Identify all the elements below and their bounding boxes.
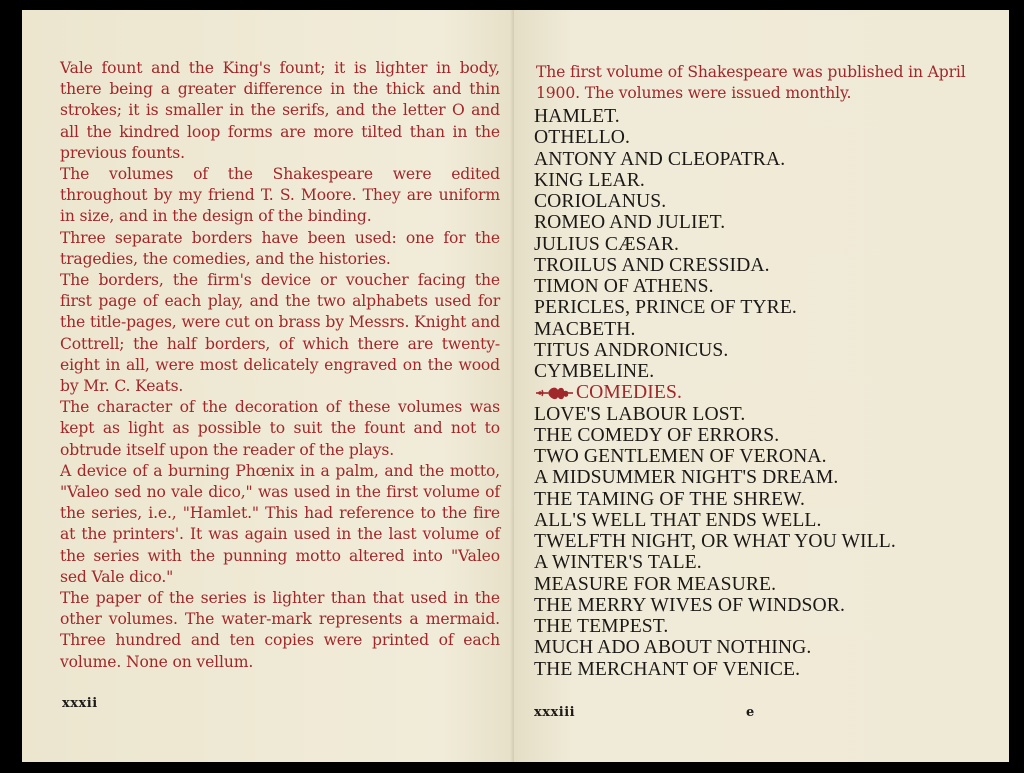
play-title: A WINTER'S TALE. (534, 552, 702, 574)
play-title: TWELFTH NIGHT, OR WHAT YOU WILL. (534, 531, 896, 552)
play-title: THE MERRY WIVES OF WINDSOR. (534, 594, 845, 616)
left-paragraph: The borders, the firm's device or voucher facing the first page of each play, and the two alphabets used for the title-pages, were cut on brass by Messrs. Knight and Cottrell; the half borders, of which there are twenty-eight in all, were most delicately engraved on the wood by Mr. C. Keats. (60, 271, 500, 396)
play-title: TROILUS AND CRESSIDA. (534, 254, 770, 276)
page-number-right: xxxiii (534, 705, 576, 720)
play-title: OTHELLO. (534, 127, 631, 149)
left-paragraph: Vale fount and the King's fount; it is lighter in body, there being a greater difference in the thick and thin strokes; it is smaller in the serifs, and the letter O and all the kindred loop forms are more tilted than in the previous founts. (60, 59, 500, 162)
intro-text: The first volume of Shakespeare was published in April 1900. The volumes were issued monthly. (536, 63, 966, 102)
left-paragraph: The volumes of the Shakespeare were edited throughout by my friend T. S. Moore. They are uniform in size, and in the design of the binding. (60, 165, 500, 226)
play-list (534, 106, 994, 680)
play-title: THE COMEDY OF ERRORS. (534, 424, 780, 446)
play-title: MUCH ADO ABOUT NOTHING. (534, 637, 812, 659)
right-page-intro (536, 62, 986, 104)
play-title: THE TEMPEST. (534, 616, 669, 637)
play-title: THE MERCHANT OF VENICE. (534, 658, 801, 680)
left-paragraph: The character of the decoration of these volumes was kept as light as possible to suit the fount and not to obtrude itself upon the reader of the plays. (60, 398, 500, 459)
left-page (22, 10, 514, 762)
play-title: TWO GENTLEMEN OF VERONA. (534, 446, 827, 467)
play-title: TITUS ANDRONICUS. (534, 339, 729, 361)
comedies-heading-label: COMEDIES. (576, 382, 682, 404)
play-title: ROMEO AND JULIET. (534, 212, 726, 234)
play-title: ALL'S WELL THAT ENDS WELL. (534, 509, 822, 531)
left-paragraph: The paper of the series is lighter than that used in the other volumes. The water-mark represents a mermaid. Three hundred and ten copies were printed of each volume. None on vellum. (60, 589, 500, 671)
play-title: KING LEAR. (534, 169, 645, 191)
play-title: LOVE'S LABOUR LOST. (534, 403, 746, 425)
play-title: A MIDSUMMER NIGHT'S DREAM. (534, 467, 839, 489)
play-title: MACBETH. (534, 318, 636, 340)
book-spread (22, 10, 1009, 762)
play-title: PERICLES, PRINCE OF TYRE. (534, 297, 797, 319)
play-title: CYMBELINE. (534, 361, 655, 382)
left-page-text (60, 58, 500, 673)
left-paragraph: Three separate borders have been used: one for the tragedies, the comedies, and the histories. (60, 228, 500, 268)
play-title: HAMLET. (534, 106, 620, 127)
play-title: JULIUS CÆSAR. (534, 233, 680, 255)
fleuron-icon (534, 384, 574, 402)
play-title: MEASURE FOR MEASURE. (534, 573, 777, 595)
page-number-left: xxxii (62, 696, 98, 711)
signature-mark: e (746, 705, 755, 720)
play-title: TIMON OF ATHENS. (534, 276, 714, 297)
comedies-heading (534, 382, 994, 403)
play-title: CORIOLANUS. (534, 191, 667, 212)
right-page (514, 10, 1009, 762)
play-title: THE TAMING OF THE SHREW. (534, 488, 805, 510)
left-paragraph: A device of a burning Phœnix in a palm, and the motto, "Valeo sed no vale dico," was used in the first volume of the series, i.e., "Hamlet." This had reference to the fire at the printers'. It was again used in the last volume of the series with the punning motto altered into "Valeo sed Vale dico." (60, 461, 500, 586)
play-title: ANTONY AND CLEOPATRA. (534, 148, 786, 170)
